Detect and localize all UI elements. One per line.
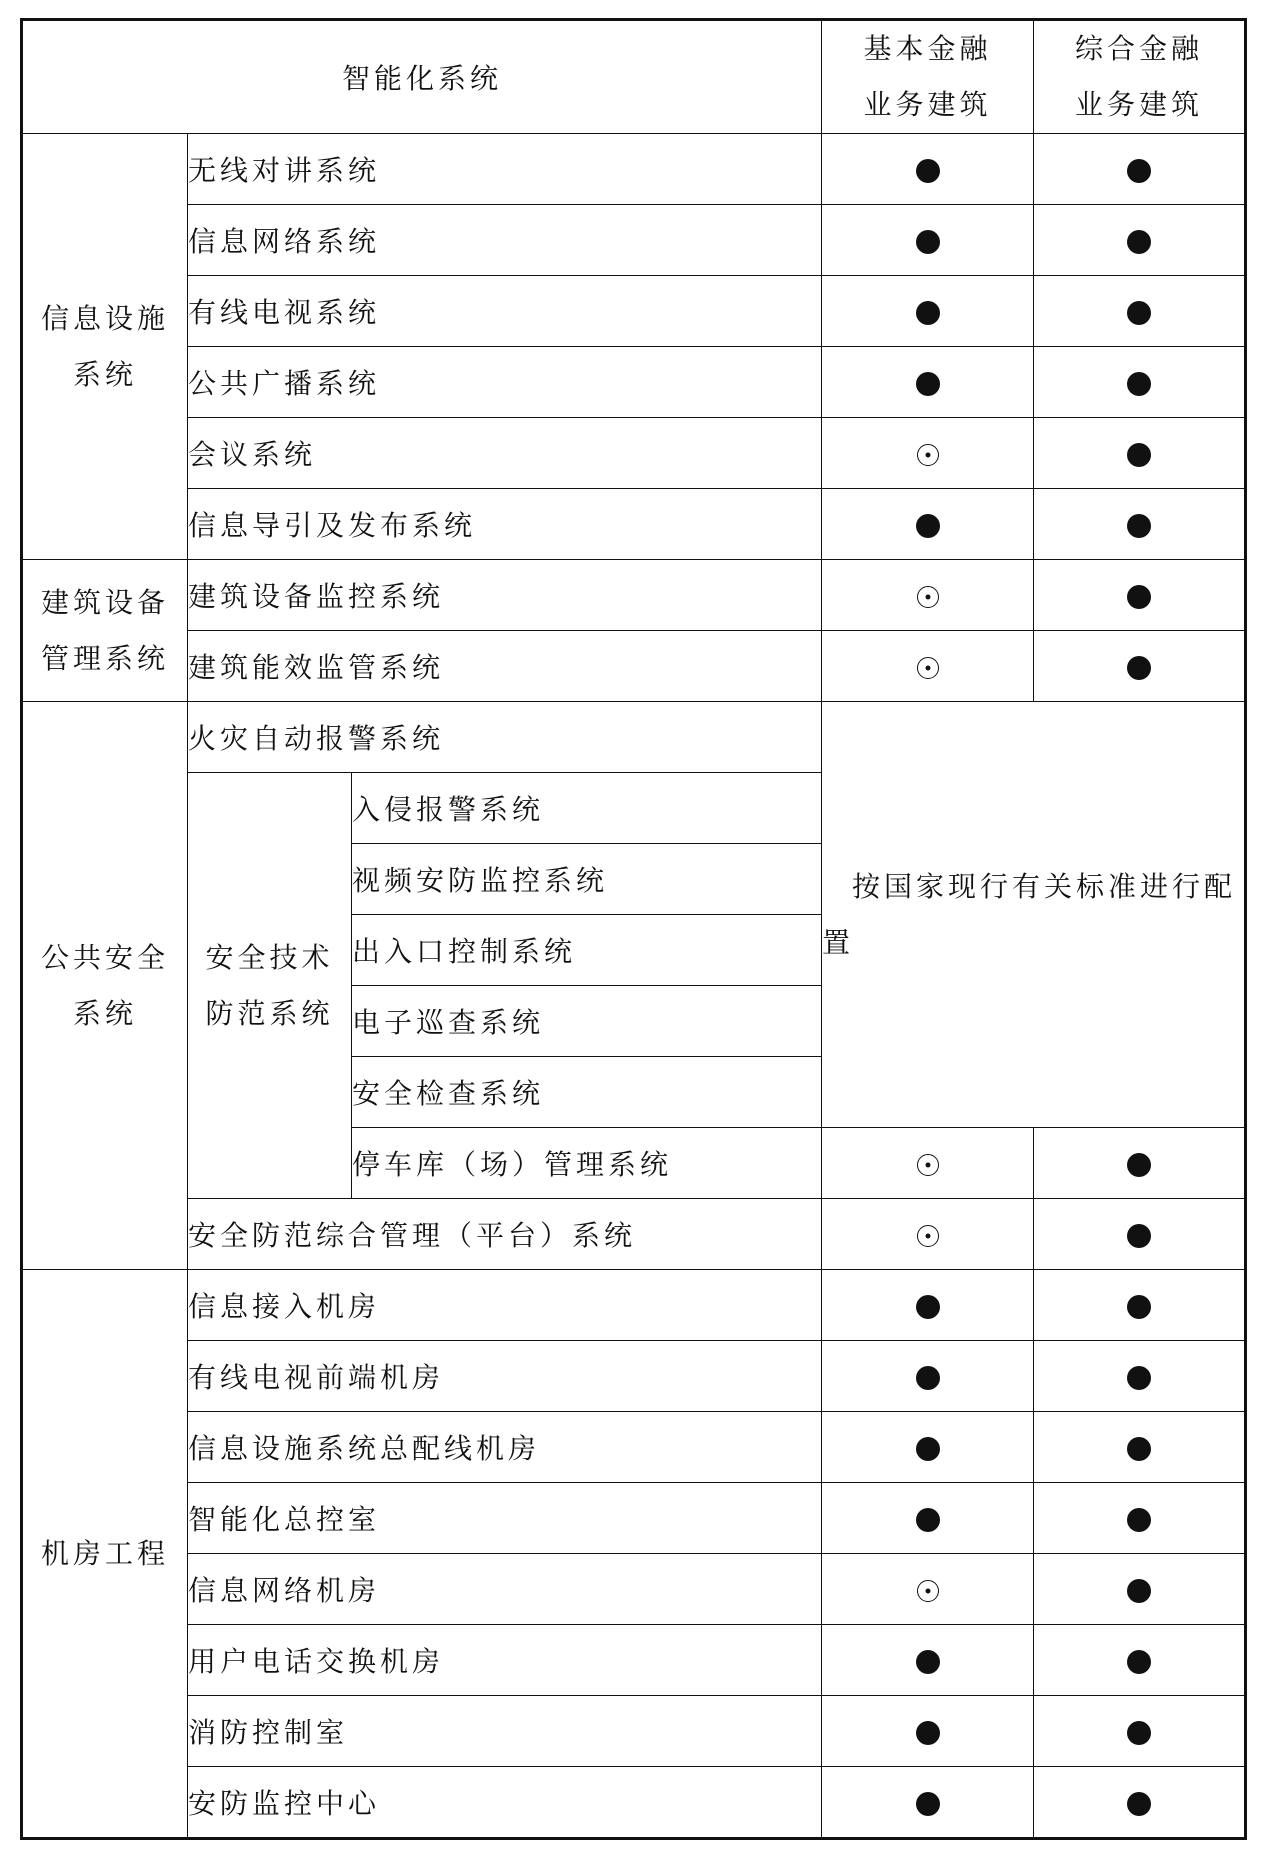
system-name: 消防控制室 bbox=[188, 1696, 822, 1767]
building-category-line-1: 建筑设备 bbox=[40, 585, 169, 619]
table-row bbox=[22, 702, 1246, 773]
intelligent-systems-table bbox=[20, 18, 1247, 1840]
table-row bbox=[22, 1767, 1246, 1839]
filled-circle-icon bbox=[1127, 514, 1151, 538]
safety-category bbox=[22, 702, 188, 1270]
system-name: 建筑设备监控系统 bbox=[188, 560, 822, 631]
header-title: 智能化系统 bbox=[22, 20, 822, 134]
info-category-line-2: 系统 bbox=[72, 357, 137, 391]
comprehensive-mark bbox=[1034, 1270, 1246, 1341]
system-name: 视频安防监控系统 bbox=[352, 844, 822, 915]
basic-mark bbox=[822, 1554, 1034, 1625]
basic-mark bbox=[822, 1767, 1034, 1839]
dotted-circle-icon bbox=[917, 444, 939, 466]
table-row bbox=[22, 1412, 1246, 1483]
table-row bbox=[22, 1341, 1246, 1412]
table-row bbox=[22, 1483, 1246, 1554]
table-row bbox=[22, 1554, 1246, 1625]
system-name: 信息接入机房 bbox=[188, 1270, 822, 1341]
filled-circle-icon bbox=[916, 1295, 940, 1319]
comprehensive-mark bbox=[1034, 1412, 1246, 1483]
room-category bbox=[22, 1270, 188, 1839]
comprehensive-mark bbox=[1034, 1696, 1246, 1767]
basic-mark bbox=[822, 205, 1034, 276]
filled-circle-icon bbox=[1127, 301, 1151, 325]
system-name: 安全检查系统 bbox=[352, 1057, 822, 1128]
filled-circle-icon bbox=[1127, 443, 1151, 467]
filled-circle-icon bbox=[1127, 1792, 1151, 1816]
table-row bbox=[22, 1270, 1246, 1341]
system-name: 信息网络机房 bbox=[188, 1554, 822, 1625]
filled-circle-icon bbox=[1127, 372, 1151, 396]
system-name: 安防监控中心 bbox=[188, 1767, 822, 1839]
system-name: 入侵报警系统 bbox=[352, 773, 822, 844]
dotted-circle-icon bbox=[917, 657, 939, 679]
table-row bbox=[22, 560, 1246, 631]
basic-mark bbox=[822, 347, 1034, 418]
system-name: 出入口控制系统 bbox=[352, 915, 822, 986]
filled-circle-icon bbox=[1127, 1721, 1151, 1745]
header-row bbox=[22, 20, 1246, 134]
table-row bbox=[22, 205, 1246, 276]
system-name: 智能化总控室 bbox=[188, 1483, 822, 1554]
filled-circle-icon bbox=[1127, 1153, 1151, 1177]
filled-circle-icon bbox=[916, 230, 940, 254]
basic-mark bbox=[822, 560, 1034, 631]
filled-circle-icon bbox=[916, 159, 940, 183]
basic-mark bbox=[822, 1625, 1034, 1696]
basic-mark bbox=[822, 276, 1034, 347]
filled-circle-icon bbox=[1127, 1366, 1151, 1390]
comprehensive-mark bbox=[1034, 276, 1246, 347]
basic-mark bbox=[822, 1483, 1034, 1554]
basic-mark bbox=[822, 1696, 1034, 1767]
filled-circle-icon bbox=[1127, 159, 1151, 183]
system-name: 信息设施系统总配线机房 bbox=[188, 1412, 822, 1483]
comprehensive-mark bbox=[1034, 1554, 1246, 1625]
config-note bbox=[822, 702, 1246, 1128]
header-basic-line-1: 基本金融 bbox=[863, 32, 992, 65]
filled-circle-icon bbox=[1127, 1437, 1151, 1461]
header-basic-line-2: 业务建筑 bbox=[863, 88, 992, 121]
comprehensive-mark bbox=[1034, 1128, 1246, 1199]
safety-category-line-2: 系统 bbox=[72, 996, 137, 1030]
table-row bbox=[22, 347, 1246, 418]
basic-mark bbox=[822, 1128, 1034, 1199]
comprehensive-mark bbox=[1034, 418, 1246, 489]
basic-mark bbox=[822, 418, 1034, 489]
system-name: 火灾自动报警系统 bbox=[188, 702, 822, 773]
filled-circle-icon bbox=[916, 1508, 940, 1532]
system-name: 有线电视前端机房 bbox=[188, 1341, 822, 1412]
filled-circle-icon bbox=[1127, 230, 1151, 254]
comprehensive-mark bbox=[1034, 347, 1246, 418]
table-row bbox=[22, 134, 1246, 205]
system-name: 停车库（场）管理系统 bbox=[352, 1128, 822, 1199]
building-category-line-2: 管理系统 bbox=[40, 641, 169, 675]
dotted-circle-icon bbox=[917, 1225, 939, 1247]
table-row bbox=[22, 489, 1246, 560]
filled-circle-icon bbox=[916, 301, 940, 325]
dotted-circle-icon bbox=[917, 1580, 939, 1602]
info-category bbox=[22, 134, 188, 560]
filled-circle-icon bbox=[916, 1437, 940, 1461]
tech-subcategory bbox=[188, 773, 352, 1199]
filled-circle-icon bbox=[1127, 1650, 1151, 1674]
system-name: 会议系统 bbox=[188, 418, 822, 489]
config-note-text: 按国家现行有关标准进行配置 bbox=[822, 869, 1237, 959]
system-name: 安全防范综合管理（平台）系统 bbox=[188, 1199, 822, 1270]
table-row bbox=[22, 418, 1246, 489]
safety-category-line-1: 公共安全 bbox=[40, 940, 169, 974]
system-name: 建筑能效监管系统 bbox=[188, 631, 822, 702]
basic-mark bbox=[822, 631, 1034, 702]
basic-mark bbox=[822, 1270, 1034, 1341]
comprehensive-mark bbox=[1034, 1767, 1246, 1839]
filled-circle-icon bbox=[916, 1366, 940, 1390]
dotted-circle-icon bbox=[917, 1154, 939, 1176]
table-body bbox=[22, 134, 1246, 1839]
tech-subcategory-line-2: 防范系统 bbox=[205, 996, 334, 1030]
filled-circle-icon bbox=[1127, 1224, 1151, 1248]
table-row bbox=[22, 1696, 1246, 1767]
table-row bbox=[22, 1625, 1246, 1696]
table-row bbox=[22, 276, 1246, 347]
tech-subcategory-line-1: 安全技术 bbox=[205, 940, 334, 974]
system-name: 用户电话交换机房 bbox=[188, 1625, 822, 1696]
basic-mark bbox=[822, 1412, 1034, 1483]
system-name: 信息网络系统 bbox=[188, 205, 822, 276]
system-name: 有线电视系统 bbox=[188, 276, 822, 347]
filled-circle-icon bbox=[916, 1721, 940, 1745]
filled-circle-icon bbox=[1127, 1508, 1151, 1532]
filled-circle-icon bbox=[1127, 585, 1151, 609]
comprehensive-mark bbox=[1034, 631, 1246, 702]
basic-mark bbox=[822, 489, 1034, 560]
building-category bbox=[22, 560, 188, 702]
system-name: 无线对讲系统 bbox=[188, 134, 822, 205]
comprehensive-mark bbox=[1034, 1199, 1246, 1270]
filled-circle-icon bbox=[1127, 1295, 1151, 1319]
filled-circle-icon bbox=[916, 514, 940, 538]
table-row bbox=[22, 1199, 1246, 1270]
system-name: 公共广播系统 bbox=[188, 347, 822, 418]
header-comprehensive-line-1: 综合金融 bbox=[1075, 32, 1204, 65]
comprehensive-mark bbox=[1034, 1341, 1246, 1412]
filled-circle-icon bbox=[916, 1792, 940, 1816]
basic-mark bbox=[822, 134, 1034, 205]
comprehensive-mark bbox=[1034, 1483, 1246, 1554]
comprehensive-mark bbox=[1034, 134, 1246, 205]
room-category-line-1: 机房工程 bbox=[40, 1536, 169, 1570]
filled-circle-icon bbox=[916, 1650, 940, 1674]
info-category-line-1: 信息设施 bbox=[40, 301, 169, 335]
system-name: 信息导引及发布系统 bbox=[188, 489, 822, 560]
filled-circle-icon bbox=[1127, 1579, 1151, 1603]
comprehensive-mark bbox=[1034, 489, 1246, 560]
basic-mark bbox=[822, 1199, 1034, 1270]
header-basic bbox=[822, 20, 1034, 134]
filled-circle-icon bbox=[916, 372, 940, 396]
basic-mark bbox=[822, 1341, 1034, 1412]
header-comprehensive-line-2: 业务建筑 bbox=[1075, 88, 1204, 121]
comprehensive-mark bbox=[1034, 205, 1246, 276]
comprehensive-mark bbox=[1034, 560, 1246, 631]
header-comprehensive bbox=[1034, 20, 1246, 134]
system-name: 电子巡查系统 bbox=[352, 986, 822, 1057]
filled-circle-icon bbox=[1127, 656, 1151, 680]
dotted-circle-icon bbox=[917, 586, 939, 608]
table-row bbox=[22, 631, 1246, 702]
comprehensive-mark bbox=[1034, 1625, 1246, 1696]
